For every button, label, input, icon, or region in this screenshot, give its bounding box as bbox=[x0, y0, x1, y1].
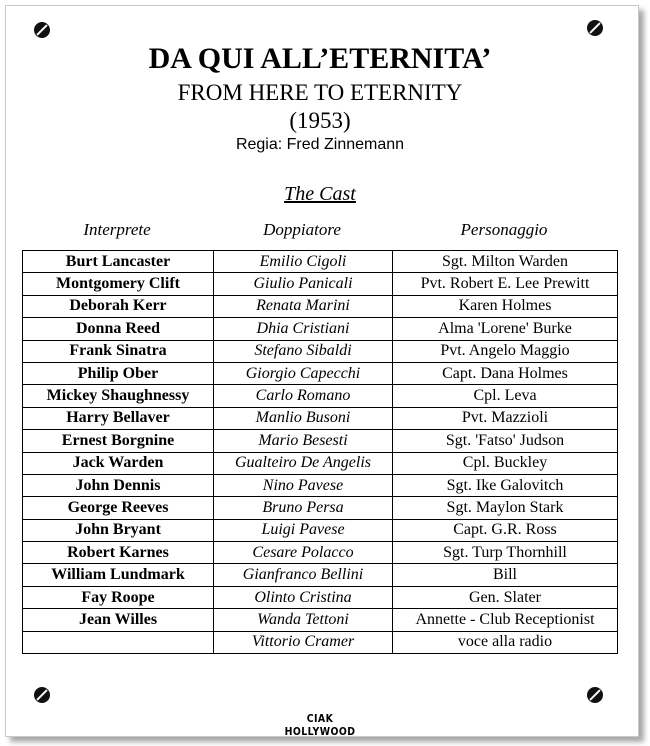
actor-cell: Jean Willes bbox=[23, 609, 214, 631]
actor-cell: Jack Warden bbox=[23, 452, 214, 474]
table-row bbox=[23, 497, 618, 519]
character-cell: Pvt. Angelo Maggio bbox=[393, 340, 618, 362]
release-year: (1953) bbox=[289, 108, 351, 133]
table-row bbox=[23, 340, 618, 362]
actor-cell: George Reeves bbox=[23, 497, 214, 519]
character-cell: Sgt. Maylon Stark bbox=[393, 497, 618, 519]
table-row bbox=[23, 474, 618, 496]
table-row bbox=[23, 273, 618, 295]
actor-cell: Fay Roope bbox=[23, 586, 214, 608]
table-row bbox=[23, 295, 618, 317]
ciak-hollywood-logo: CIAK HOLLYWOOD bbox=[284, 712, 356, 738]
table-row bbox=[23, 407, 618, 429]
character-cell: Capt. Dana Holmes bbox=[393, 362, 618, 384]
column-header-doppiatore: Doppiatore bbox=[263, 220, 341, 239]
title-english: FROM HERE TO ETERNITY bbox=[177, 80, 463, 105]
actor-cell: John Bryant bbox=[23, 519, 214, 541]
voice-actor-cell: Vittorio Cramer bbox=[214, 631, 393, 653]
voice-actor-cell: Dhia Cristiani bbox=[214, 318, 393, 340]
character-cell: Sgt. Milton Warden bbox=[393, 251, 618, 273]
character-cell: Sgt. 'Fatso' Judson bbox=[393, 430, 618, 452]
actor-cell: Mickey Shaughnessy bbox=[23, 385, 214, 407]
voice-actor-cell: Renata Marini bbox=[214, 295, 393, 317]
actor-cell: Donna Reed bbox=[23, 318, 214, 340]
voice-actor-cell: Emilio Cigoli bbox=[214, 251, 393, 273]
character-cell: Karen Holmes bbox=[393, 295, 618, 317]
table-row bbox=[23, 385, 618, 407]
voice-actor-cell: Wanda Tettoni bbox=[214, 609, 393, 631]
voice-actor-cell: Mario Besesti bbox=[214, 430, 393, 452]
actor-cell: Frank Sinatra bbox=[23, 340, 214, 362]
voice-actor-cell: Giorgio Capecchi bbox=[214, 362, 393, 384]
voice-actor-cell: Nino Pavese bbox=[214, 474, 393, 496]
character-cell: Alma 'Lorene' Burke bbox=[393, 318, 618, 340]
character-cell: Bill bbox=[393, 564, 618, 586]
character-cell: Pvt. Robert E. Lee Prewitt bbox=[393, 273, 618, 295]
table-row bbox=[23, 586, 618, 608]
table-row bbox=[23, 251, 618, 273]
title-italian: DA QUI ALL’ETERNITA’ bbox=[148, 42, 492, 75]
column-header-interprete: Interprete bbox=[83, 220, 151, 239]
voice-actor-cell: Manlio Busoni bbox=[214, 407, 393, 429]
table-row bbox=[23, 452, 618, 474]
character-cell: Sgt. Ike Galovitch bbox=[393, 474, 618, 496]
actor-cell: Harry Bellaver bbox=[23, 407, 214, 429]
character-cell: Cpl. Buckley bbox=[393, 452, 618, 474]
screw-top-right-icon bbox=[587, 20, 603, 36]
table-row bbox=[23, 609, 618, 631]
voice-actor-cell: Carlo Romano bbox=[214, 385, 393, 407]
table-row bbox=[23, 430, 618, 452]
voice-actor-cell: Gualteiro De Angelis bbox=[214, 452, 393, 474]
table-row bbox=[23, 519, 618, 541]
character-cell: Annette - Club Receptionist bbox=[393, 609, 618, 631]
actor-cell: Robert Karnes bbox=[23, 542, 214, 564]
actor-cell: Ernest Borgnine bbox=[23, 430, 214, 452]
table-row bbox=[23, 542, 618, 564]
table-row bbox=[23, 362, 618, 384]
character-cell: Gen. Slater bbox=[393, 586, 618, 608]
actor-cell: Philip Ober bbox=[23, 362, 214, 384]
table-row bbox=[23, 631, 618, 653]
voice-actor-cell: Gianfranco Bellini bbox=[214, 564, 393, 586]
voice-actor-cell: Olinto Cristina bbox=[214, 586, 393, 608]
character-cell: voce alla radio bbox=[393, 631, 618, 653]
actor-cell bbox=[23, 631, 214, 653]
screw-bottom-right-icon bbox=[587, 687, 603, 703]
actor-cell: William Lundmark bbox=[23, 564, 214, 586]
voice-actor-cell: Luigi Pavese bbox=[214, 519, 393, 541]
actor-cell: Burt Lancaster bbox=[23, 251, 214, 273]
voice-actor-cell: Bruno Persa bbox=[214, 497, 393, 519]
table-row bbox=[23, 318, 618, 340]
screw-bottom-left-icon bbox=[34, 687, 50, 703]
cast-table bbox=[22, 250, 618, 654]
character-cell: Sgt. Turp Thornhill bbox=[393, 542, 618, 564]
table-row bbox=[23, 564, 618, 586]
character-cell: Cpl. Leva bbox=[393, 385, 618, 407]
director-credit: Regia: Fred Zinnemann bbox=[235, 136, 405, 153]
column-header-personaggio: Personaggio bbox=[460, 220, 548, 239]
voice-actor-cell: Cesare Polacco bbox=[214, 542, 393, 564]
character-cell: Pvt. Mazzioli bbox=[393, 407, 618, 429]
voice-actor-cell: Stefano Sibaldi bbox=[214, 340, 393, 362]
actor-cell: John Dennis bbox=[23, 474, 214, 496]
actor-cell: Montgomery Clift bbox=[23, 273, 214, 295]
cast-heading: The Cast bbox=[284, 183, 356, 205]
actor-cell: Deborah Kerr bbox=[23, 295, 214, 317]
voice-actor-cell: Giulio Panicali bbox=[214, 273, 393, 295]
screw-top-left-icon bbox=[34, 22, 50, 38]
character-cell: Capt. G.R. Ross bbox=[393, 519, 618, 541]
